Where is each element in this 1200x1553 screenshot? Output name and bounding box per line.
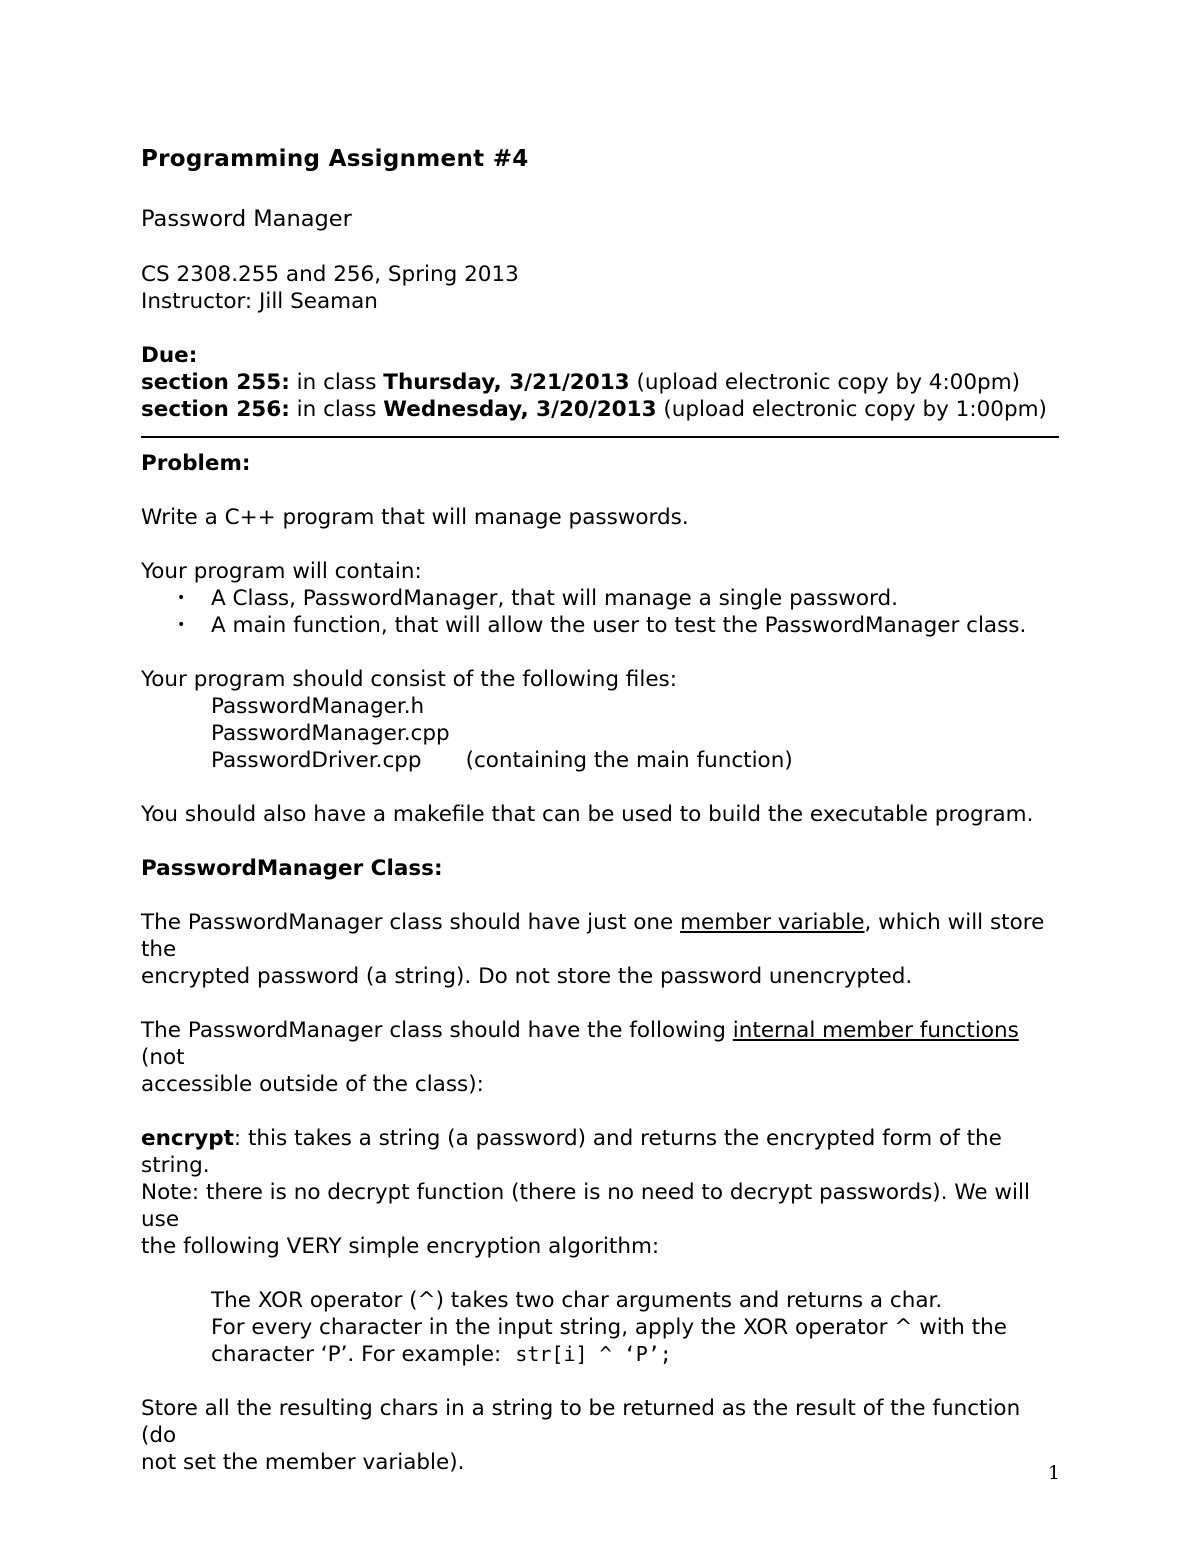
due-note: (upload electronic copy by 1:00pm) [656,397,1047,422]
page-number: 1 [1048,1462,1061,1484]
member-variable-line2: encrypted password (a string). Do not store the password unencrypted. [141,964,913,989]
encrypt-paragraph [141,1125,1059,1179]
member-variable-paragraph [141,909,1059,963]
due-section-label: section 256: [141,397,290,422]
file-name: PasswordManager.h [211,694,425,719]
text-span: : this takes a string (a password) and returns the encrypted form of the string. [141,1126,1002,1178]
makefile-text: You should also have a makefile that can be used to build the executable program. [141,802,1034,827]
list-item-text: A main function, that will allow the user to test the PasswordManager class. [211,613,1027,638]
due-in-class: in class [289,397,384,422]
due-date: Wednesday, 3/20/2013 [383,397,657,422]
bullet-icon: • [177,617,186,633]
file-name: PasswordManager.cpp [211,721,450,746]
files-intro: Your program should consist of the following files: [141,667,677,692]
file-name: PasswordDriver.cpp [211,748,422,773]
text-span: character ‘P’. For example: [211,1342,502,1367]
course-info: CS 2308.255 and 256, Spring 2013 [141,262,519,287]
due-section-256 [141,396,1059,423]
horizontal-rule [141,436,1059,438]
due-section-255 [141,369,1059,396]
text-span: , which will store the [141,910,1045,962]
contain-intro: Your program will contain: [141,559,422,584]
problem-intro: Write a C++ program that will manage passwords. [141,505,689,530]
underlined-term: internal member functions [732,1018,1019,1043]
assignment-title: Programming Assignment #4 [141,146,529,172]
due-note: (upload electronic copy by 4:00pm) [629,370,1021,395]
text-span: (not [141,1045,185,1070]
store-line1: Store all the resulting chars in a string to be returned as the result of the function (do [141,1396,1021,1448]
due-in-class: in class [289,370,384,395]
text-span: The PasswordManager class should have the following [141,1018,733,1043]
bullet-icon: • [177,590,186,606]
instructor-info: Instructor: Jill Seaman [141,289,378,314]
assignment-subtitle: Password Manager [141,206,352,232]
internal-functions-paragraph [141,1017,1059,1071]
encrypt-line2: Note: there is no decrypt function (there is no need to decrypt passwords). We will use [141,1180,1030,1232]
file-name-driver [141,747,1059,774]
problem-heading: Problem: [141,451,251,476]
underlined-term: member variable [680,910,865,935]
list-item [141,612,1059,639]
class-heading: PasswordManager Class: [141,856,443,881]
file-note: (containing the main function) [465,748,793,773]
list-item-text: A Class, PasswordManager, that will manage a single password. [211,586,898,611]
document-page [141,144,1059,1476]
algorithm-line3 [141,1341,1059,1368]
due-date: Thursday, 3/21/2013 [383,370,630,395]
due-section-label: section 255: [141,370,290,395]
text-span: The PasswordManager class should have just one [141,910,681,935]
store-line2: not set the member variable). [141,1450,465,1475]
code-snippet: str[i] ^ ‘P’; [515,1342,672,1366]
due-heading: Due: [141,343,198,368]
list-item [141,585,1059,612]
algorithm-line1: The XOR operator (^) takes two char arguments and returns a char. [211,1288,943,1313]
algorithm-line2: For every character in the input string, apply the XOR operator ^ with the [211,1315,1007,1340]
contents-list [141,585,1059,639]
internal-functions-line2: accessible outside of the class): [141,1072,484,1097]
function-name: encrypt [141,1126,234,1151]
encrypt-line3: the following VERY simple encryption algorithm: [141,1234,660,1259]
